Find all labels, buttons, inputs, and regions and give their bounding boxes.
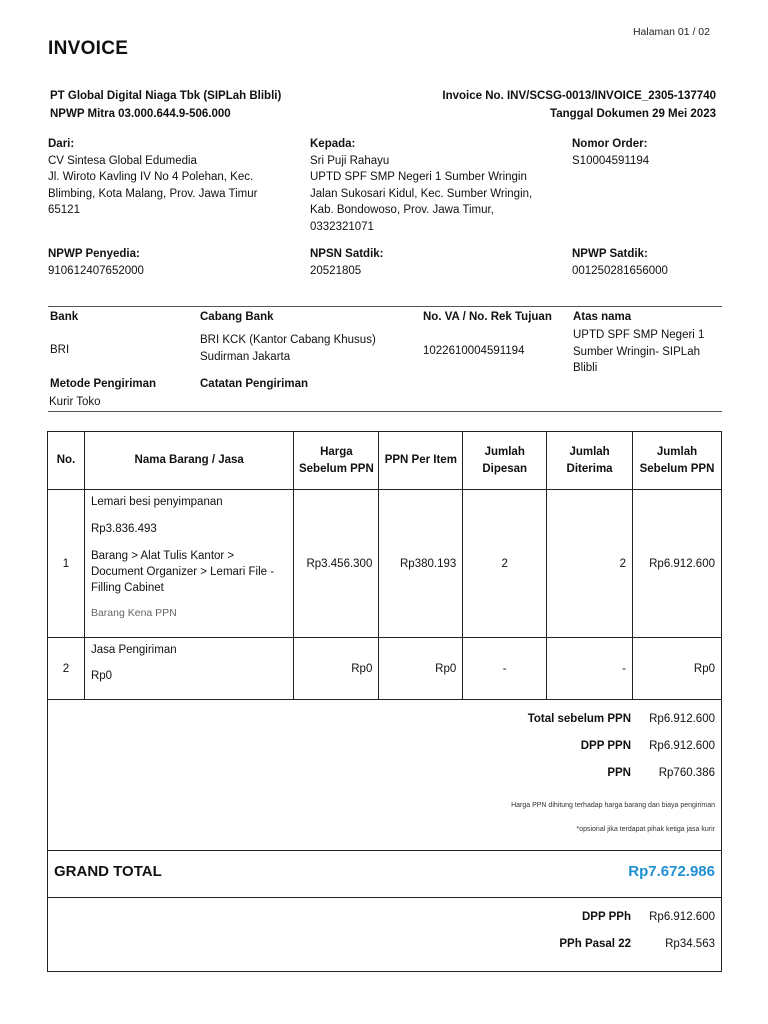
bank-header: Bank (50, 311, 79, 323)
dpp-pph-value: Rp6.912.600 (649, 911, 715, 923)
row-item (84, 490, 293, 638)
npwp-satdik-label: NPWP Satdik: (572, 248, 648, 260)
ppn-label: PPN (607, 767, 631, 779)
order-section (572, 136, 649, 169)
npwp-satdik (572, 246, 668, 279)
bank-name: BRI (50, 344, 70, 356)
col-total: Jumlah Sebelum PPN (633, 432, 722, 490)
order-label: Nomor Order: (572, 138, 648, 150)
from-line: Jl. Wiroto Kavling IV No 4 Polehan, Kec. (48, 171, 254, 183)
ppn-value: Rp760.386 (658, 767, 715, 779)
col-ordered: Jumlah Dipesan (463, 432, 547, 490)
invoice-date: Tanggal Dokumen 29 Mei 2023 (550, 108, 716, 120)
owner-line: UPTD SPF SMP Negeri 1 (573, 329, 705, 341)
from-line: CV Sintesa Global Edumedia (48, 154, 197, 167)
item-name: Lemari besi penyimpanan (90, 496, 223, 508)
npsn-label: NPSN Satdik: (310, 248, 384, 260)
bank-owner (573, 327, 704, 377)
branch-header: Cabang Bank (200, 311, 274, 323)
to-label: Kepada: (310, 138, 356, 150)
col-no: No. (48, 432, 85, 490)
items-table (47, 431, 722, 700)
row-no: 1 (48, 490, 85, 638)
pph22-value: Rp34.563 (665, 938, 715, 950)
branch-line: BRI KCK (Kantor Cabang Khusus) (200, 334, 376, 346)
row-price: Rp3.456.300 (294, 490, 379, 638)
ppn-note: Harga PPN dihitung terhadap harga barang dan biaya pengiriman (511, 802, 715, 809)
grand-total-label: GRAND TOTAL (54, 863, 162, 880)
shipping-method-label: Metode Pengiriman (50, 378, 157, 390)
item-price-line: Rp3.836.493 (90, 523, 157, 535)
pph-box (47, 897, 722, 972)
to-line: Sri Puji Rahayu (310, 154, 390, 167)
npwp-penyedia-label: NPWP Penyedia: (48, 248, 140, 260)
col-name: Nama Barang / Jasa (84, 432, 293, 490)
owner-line: Sumber Wringin- SIPLah (573, 345, 700, 358)
to-line: Kab. Bondowoso, Prov. Jawa Timur, (310, 204, 494, 216)
divider (48, 306, 722, 307)
table-row (48, 638, 722, 700)
row-ppn: Rp0 (379, 638, 463, 700)
from-section (48, 136, 257, 219)
bank-account: 1022610004591194 (423, 345, 525, 357)
row-price: Rp0 (294, 638, 379, 700)
branch-line: Sudirman Jakarta (200, 350, 291, 363)
category-line: Filling Cabinet (90, 582, 164, 594)
row-ppn: Rp380.193 (379, 490, 463, 638)
dpp-ppn-label: DPP PPN (580, 740, 631, 752)
category-line: Barang > Alat Tulis Kantor > (90, 550, 235, 562)
to-line: 0332321071 (310, 220, 374, 233)
divider (48, 411, 722, 412)
col-ppn: PPN Per Item (379, 432, 463, 490)
to-line: UPTD SPF SMP Negeri 1 Sumber Wringin (310, 171, 527, 183)
npsn-value: 20521805 (310, 264, 362, 277)
item-category (91, 548, 287, 596)
shipping-note-label: Catatan Pengiriman (200, 378, 308, 390)
row-ordered: 2 (463, 490, 547, 638)
account-header: No. VA / No. Rek Tujuan (423, 311, 552, 323)
document-title: INVOICE (48, 38, 129, 59)
dpp-pph-label: DPP PPh (582, 911, 631, 923)
owner-header: Atas nama (573, 311, 632, 323)
row-total: Rp0 (633, 638, 722, 700)
row-no: 2 (48, 638, 85, 700)
to-section (310, 136, 532, 235)
item-tax-note: Barang Kena PPN (90, 607, 177, 619)
total-before-label: Total sebelum PPN (527, 713, 631, 725)
seller-npwp: NPWP Mitra 03.000.644.9-506.000 (50, 108, 231, 120)
total-before-value: Rp6.912.600 (649, 713, 715, 725)
pph22-row (431, 938, 715, 950)
pph22-label: PPh Pasal 22 (559, 938, 631, 950)
npwp-satdik-value: 001250281656000 (572, 264, 668, 277)
page-number: Halaman 01 / 02 (632, 26, 710, 38)
dpp-ppn-row (431, 740, 715, 752)
courier-note: *opsional jika terdapat pihak ketiga jasa kurir (576, 826, 715, 833)
table-row (48, 490, 722, 638)
row-total: Rp6.912.600 (633, 490, 722, 638)
col-received: Jumlah Diterima (547, 432, 633, 490)
row-ordered: - (463, 638, 547, 700)
grand-total-value: Rp7.672.986 (628, 863, 715, 880)
item-price-line: Rp0 (90, 670, 113, 682)
total-before-row (431, 713, 715, 725)
row-received: 2 (547, 490, 633, 638)
order-number: S10004591194 (572, 154, 650, 167)
item-name: Jasa Pengiriman (90, 644, 177, 656)
category-line: Document Organizer > Lemari File - (90, 566, 275, 578)
seller-name: PT Global Digital Niaga Tbk (SIPLah Blibli) (50, 90, 282, 102)
grand-total-box (47, 850, 722, 898)
from-line: 65121 (48, 204, 80, 216)
row-item (84, 638, 293, 700)
npwp-penyedia (48, 246, 144, 279)
dpp-ppn-value: Rp6.912.600 (649, 740, 715, 752)
summary-box (47, 699, 722, 851)
shipping-method: Kurir Toko (49, 396, 101, 408)
col-price: Harga Sebelum PPN (294, 432, 379, 490)
bank-branch (200, 332, 376, 365)
npwp-penyedia-value: 910612407652000 (48, 264, 144, 277)
invoice-number: Invoice No. INV/SCSG-0013/INVOICE_2305-137740 (442, 90, 716, 102)
row-received: - (547, 638, 633, 700)
owner-line: Blibli (573, 362, 598, 374)
to-line: Jalan Sukosari Kidul, Kec. Sumber Wringin, (310, 187, 533, 200)
ppn-row (431, 767, 715, 779)
from-label: Dari: (48, 138, 75, 150)
npsn-satdik (310, 246, 384, 279)
table-header-row (48, 432, 722, 490)
dpp-pph-row (431, 911, 715, 923)
from-line: Blimbing, Kota Malang, Prov. Jawa Timur (48, 187, 258, 200)
